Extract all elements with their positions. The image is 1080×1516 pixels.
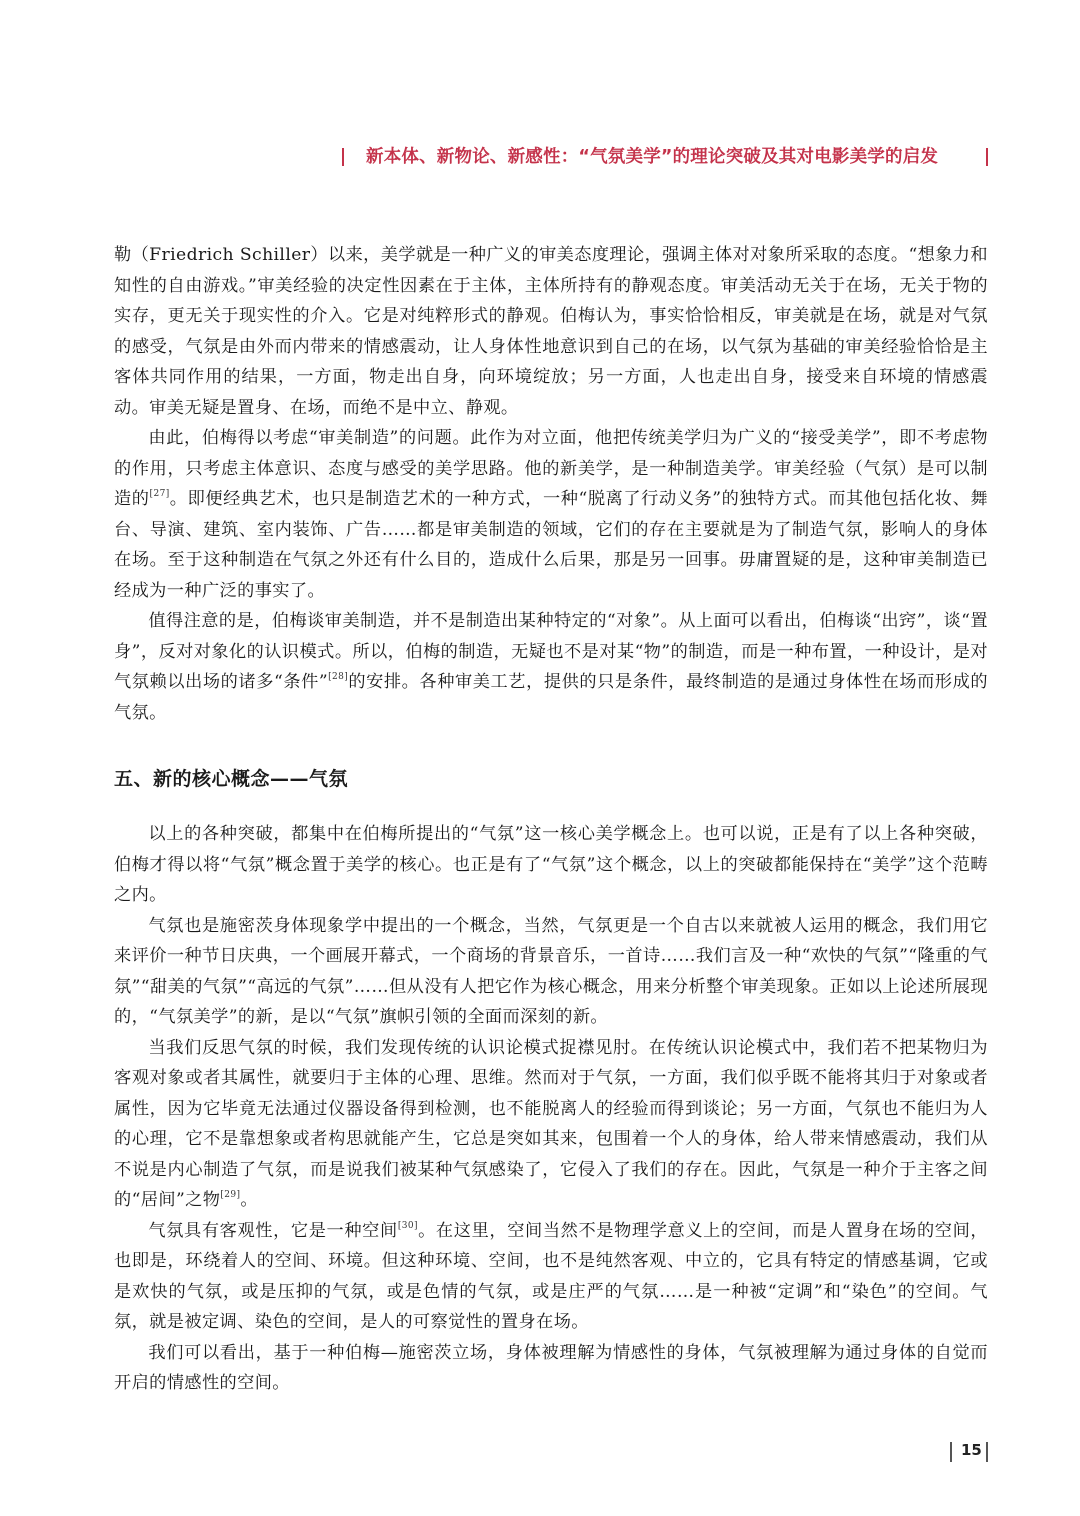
body-paragraph bbox=[114, 606, 988, 728]
body-paragraph bbox=[114, 1033, 988, 1216]
running-header-title: 新本体、新物论、新感性：“气氛美学”的理论突破及其对电影美学的启发 bbox=[366, 147, 939, 167]
body-paragraph bbox=[114, 1216, 988, 1338]
header-divider-right bbox=[986, 148, 988, 166]
paragraph-text: 勒（Friedrich Schiller）以来，美学就是一种广义的审美态度理论，强调主体对对象所采取的态度。“想象力和知性的自由游戏。”审美经验的决定性因素在于主体，主体所持有的静观态度。审美活动无关于在场，无关于物的实存，更无关于现实性的介入。它是对纯粹形式的静观。伯梅认为，事实恰恰相反，审美就是在场，就是对气氛的感受，气氛是由外而内带来的情感震动，让人身体性地意识到自己的在场，以气氛为基础的审美经验恰恰是主客体共同作用的结果，一方面，物走出自身，向环境绽放；另一方面，人也走出自身，接受来自环境的情感震动。审美无疑是置身、在场，而绝不是中立、静观。 bbox=[114, 245, 988, 418]
body-paragraph bbox=[114, 240, 988, 423]
paragraph-group-before-section bbox=[114, 240, 988, 728]
section-heading: 五、新的核心概念——气氛 bbox=[114, 768, 349, 790]
body-paragraph bbox=[114, 911, 988, 1033]
citation-reference: [30] bbox=[397, 1220, 418, 1231]
page-number-divider-right bbox=[986, 1442, 988, 1462]
paragraph-text: 我们可以看出，基于一种伯梅—施密茨立场，身体被理解为情感性的身体，气氛被理解为通过身体的自觉而开启的情感性的空间。 bbox=[114, 1342, 988, 1393]
paragraph-text: 气氛也是施密茨身体现象学中提出的一个概念，当然，气氛更是一个自古以来就被人运用的概念，我们用它来评价一种节日庆典，一个画展开幕式，一个商场的背景音乐，一首诗……我们言及一种“欢快的气氛”“隆重的气氛”“甜美的气氛”“高远的气氛”……但从没有人把它作为核心概念，用来分析整个审美现象。正如以上论述所展现的，“气氛美学”的新，是以“气氛”旗帜引领的全面而深刻的新。 bbox=[114, 915, 988, 1027]
paragraph-text: 值得注意的是，伯梅谈审美制造，并不是制造出某种特定的“对象”。从上面可以看出，伯梅谈“出窍”，谈“置身”，反对对象化的认识模式。所以，伯梅的制造，无疑也不是对某“物”的制造，而是一种布置，一种设计，是对气氛赖以出场的诸多“条件” bbox=[114, 611, 988, 692]
body-paragraph bbox=[114, 423, 988, 606]
page-number-divider-left bbox=[950, 1442, 952, 1462]
body-paragraph bbox=[114, 819, 988, 911]
header-divider-left bbox=[342, 148, 344, 166]
paragraph-text: 。 bbox=[240, 1190, 258, 1210]
article-body bbox=[114, 240, 988, 1399]
paragraph-text: 由此，伯梅得以考虑“审美制造”的问题。此作为对立面，他把传统美学归为广义的“接受美学”，即不考虑物的作用，只考虑主体意识、态度与感受的美学思路。他的新美学，是一种制造美学。审美经验（气氛）是可以制造的 bbox=[114, 428, 988, 509]
citation-reference: [28] bbox=[328, 672, 349, 682]
paragraph-text: 的安排。各种审美工艺，提供的只是条件，最终制造的是通过身体性在场而形成的气氛。 bbox=[114, 672, 989, 723]
paragraph-text: 。即便经典艺术，也只是制造艺术的一种方式，一种“脱离了行动义务”的独特方式。而其他包括化妆、舞台、导演、建筑、室内装饰、广告……都是审美制造的领域，它们的存在主要就是为了制造气氛，影响人的身体在场。至于这种制造在气氛之外还有什么目的，造成什么后果，那是另一回事。毋庸置疑的是，这种审美制造已经成为一种广泛的事实了。 bbox=[114, 489, 988, 601]
page-number: 15 bbox=[961, 1441, 982, 1459]
paragraph-text: 。在这里，空间当然不是物理学意义上的空间，而是人置身在场的空间，也即是，环绕着人的空间、环境。但这种环境、空间，也不是纯然客观、中立的，它具有特定的情感基调，它或是欢快的气氛，或是压抑的气氛，或是色情的气氛，或是庄严的气氛……是一种被“定调”和“染色”的空间。气氛，就是被定调、染色的空间，是人的可察觉性的置身在场。 bbox=[114, 1220, 988, 1332]
paragraph-group-after-section bbox=[114, 819, 988, 1399]
running-header bbox=[0, 140, 1080, 174]
body-paragraph bbox=[114, 1338, 988, 1399]
paragraph-text: 气氛具有客观性，它是一种空间 bbox=[148, 1220, 398, 1241]
paragraph-text: 以上的各种突破，都集中在伯梅所提出的“气氛”这一核心美学概念上。也可以说，正是有了以上各种突破，伯梅才得以将“气氛”概念置于美学的核心。也正是有了“气氛”这个概念，以上的突破都能保持在“美学”这个范畴之内。 bbox=[114, 824, 988, 905]
citation-reference: [27] bbox=[149, 489, 170, 499]
citation-reference: [29] bbox=[220, 1190, 241, 1200]
page-number-box bbox=[950, 1440, 990, 1464]
paragraph-text: 当我们反思气氛的时候，我们发现传统的认识论模式捉襟见肘。在传统认识论模式中，我们若不把某物归为客观对象或者其属性，就要归于主体的心理、思维。然而对于气氛，一方面，我们似乎既不能将其归于对象或者属性，因为它毕竟无法通过仪器设备得到检测，也不能脱离人的经验而得到谈论；另一方面，气氛也不能归为人的心理，它不是靠想象或者构思就能产生，它总是突如其来，包围着一个人的身体，给人带来情感震动，我们从不说是内心制造了气氛，而是说我们被某种气氛感染了，它侵入了我们的存在。因此，气氛是一种介于主客之间的“居间”之物 bbox=[114, 1037, 988, 1210]
